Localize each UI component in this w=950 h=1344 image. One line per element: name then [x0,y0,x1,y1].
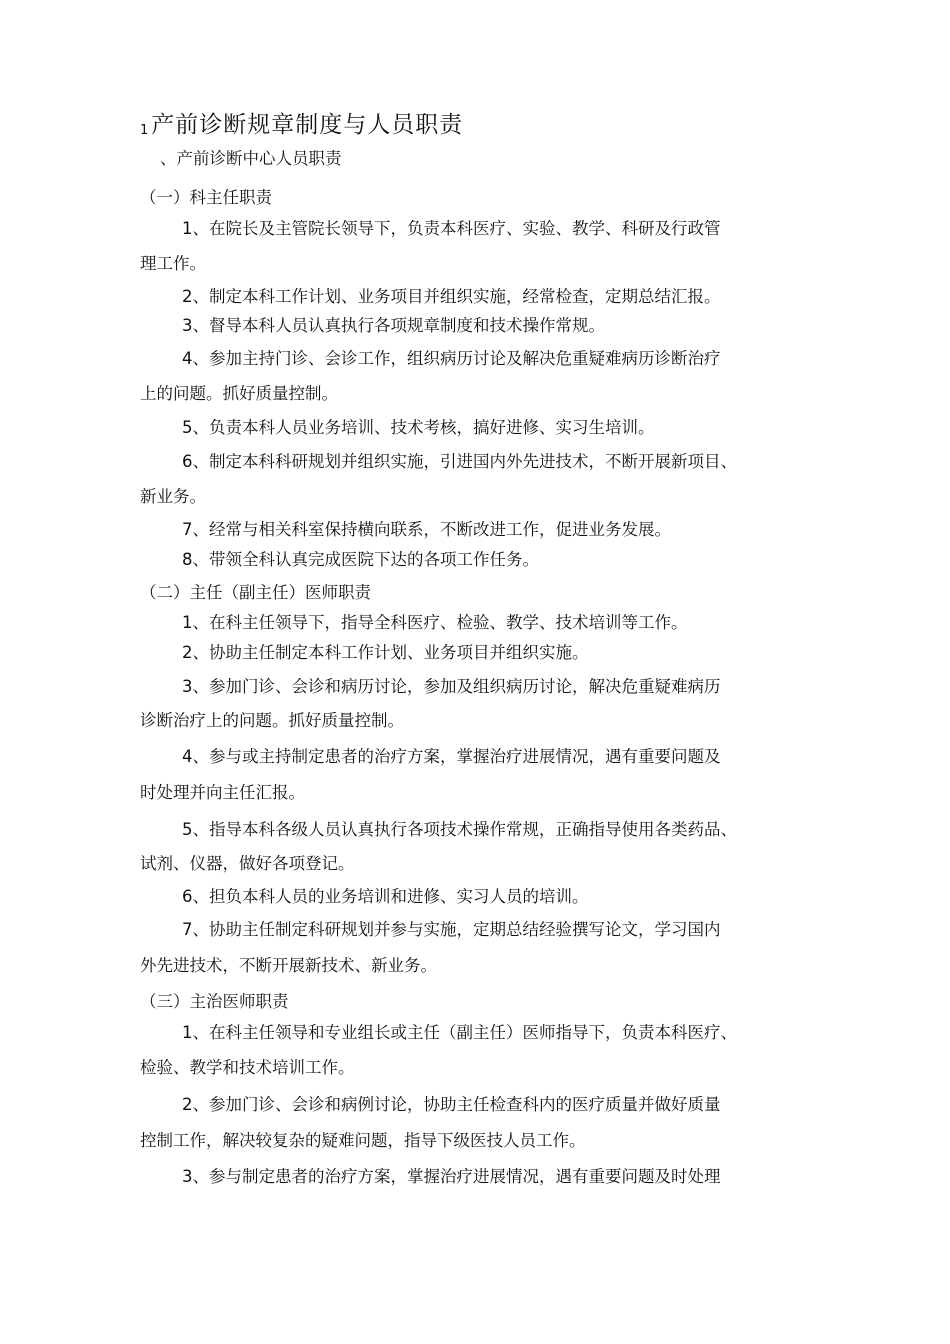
paragraph-line: 7、协助主任制定科研规划并参与实施，定期总结经验撰写论文，学习国内 [182,920,721,939]
paragraph-line: 6、担负本科人员的业务培训和进修、实习人员的培训。 [182,887,589,906]
section-subtitle: 、产前诊断中心人员职责 [160,149,342,168]
paragraph-line: 4、参加主持门诊、会诊工作，组织病历讨论及解决危重疑难病历诊断治疗 [182,349,721,368]
paragraph-line: 7、经常与相关科室保持横向联系，不断改进工作，促进业务发展。 [182,520,671,539]
title-number: 1 [140,123,150,138]
paragraph-line: 5、负责本科人员业务培训、技术考核，搞好进修、实习生培训。 [182,418,655,437]
paragraph-line: 控制工作，解决较复杂的疑难问题，指导下级医技人员工作。 [140,1131,586,1150]
page-title [140,106,463,139]
paragraph-line: 检验、教学和技术培训工作。 [140,1058,355,1077]
paragraph-line: 3、督导本科人员认真执行各项规章制度和技术操作常规。 [182,316,605,335]
paragraph-line: 试剂、仪器，做好各项登记。 [140,854,355,873]
paragraph-line: 时处理并向主任汇报。 [140,783,305,802]
paragraph-line: 4、参与或主持制定患者的治疗方案，掌握治疗进展情况，遇有重要问题及 [182,747,721,766]
paragraph-line: 理工作。 [140,254,206,273]
paragraph-line: 2、参加门诊、会诊和病例讨论，协助主任检查科内的医疗质量并做好质量 [182,1095,721,1114]
paragraph-line: 3、参加门诊、会诊和病历讨论，参加及组织病历讨论，解决危重疑难病历 [182,677,721,696]
paragraph-line: 1、在院长及主管院长领导下，负责本科医疗、实验、教学、科研及行政管 [182,219,721,238]
paragraph-line: 上的问题。抓好质量控制。 [140,384,338,403]
paragraph-line: 新业务。 [140,487,206,506]
section-heading: （一）科主任职责 [140,188,272,207]
paragraph-line: 3、参与制定患者的治疗方案，掌握治疗进展情况，遇有重要问题及时处理 [182,1167,721,1186]
paragraph-line: 8、带领全科认真完成医院下达的各项工作任务。 [182,550,539,569]
section-heading: （二）主任（副主任）医师职责 [140,583,371,602]
paragraph-line: 1、在科主任领导和专业组长或主任（副主任）医师指导下，负责本科医疗、 [182,1023,737,1042]
paragraph-line: 诊断治疗上的问题。抓好质量控制。 [140,711,404,730]
paragraph-line: 5、指导本科各级人员认真执行各项技术操作常规，正确指导使用各类药品、 [182,820,737,839]
paragraph-line: 6、制定本科科研规划并组织实施，引进国内外先进技术，不断开展新项目、 [182,452,737,471]
paragraph-line: 外先进技术，不断开展新技术、新业务。 [140,956,437,975]
section-heading: （三）主治医师职责 [140,992,289,1011]
paragraph-line: 2、协助主任制定本科工作计划、业务项目并组织实施。 [182,643,589,662]
paragraph-line: 1、在科主任领导下，指导全科医疗、检验、教学、技术培训等工作。 [182,613,688,632]
title-text: 产前诊断规章制度与人员职责 [151,112,464,138]
paragraph-line: 2、制定本科工作计划、业务项目并组织实施，经常检查，定期总结汇报。 [182,287,721,306]
